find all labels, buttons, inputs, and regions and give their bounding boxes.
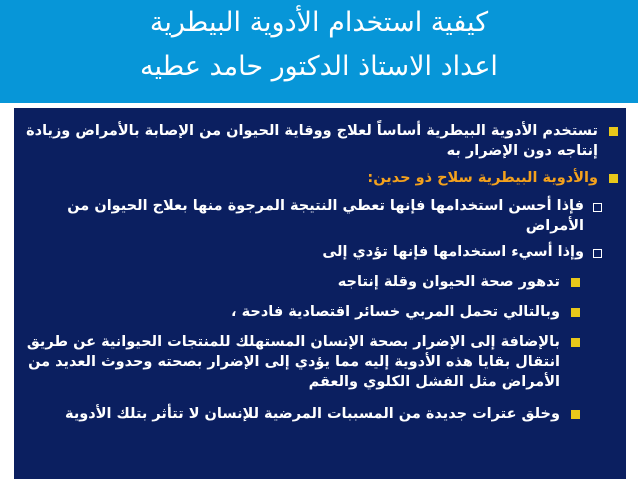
content-panel xyxy=(14,108,626,479)
consequence-1: تدهور صحة الحيوان وقلة إنتاجه xyxy=(337,274,560,290)
slide-header xyxy=(0,0,638,103)
sub-bullet-2: وإذا أسيء استخدامها فإنها تؤدي إلى xyxy=(322,244,584,260)
bullet-1-line-1: تستخدم الأدوية البيطرية أساساً لعلاج ووقاية الحيوان من الإصابة بالأمراض وزيادة xyxy=(26,123,598,139)
consequence-3-line-3: الأمراض مثل الفشل الكلوي والعقم xyxy=(308,374,560,390)
bullet-2-heading: والأدوية البيطرية سلاح ذو حدين: xyxy=(367,170,598,186)
square-bullet-icon xyxy=(609,174,618,183)
square-bullet-icon xyxy=(571,308,580,317)
square-bullet-icon xyxy=(571,338,580,347)
consequence-4: وخلق عترات جديدة من المسببات المرضية للإنسان لا تتأثر بتلك الأدوية xyxy=(65,406,560,422)
slide-title: كيفية استخدام الأدوية البيطرية xyxy=(149,7,489,38)
sub-bullet-1-line-1: فإذا أحسن استخدامها فإنها تعطي النتيجة المرجوة منها بعلاج الحيوان من xyxy=(67,198,584,214)
consequence-3-line-2: انتقال بقايا هذه الأدوية إليه مما يؤدي إلى الإضرار بصحته وحدوث العديد من xyxy=(28,354,560,370)
square-bullet-icon xyxy=(571,278,580,287)
bullet-1-line-2: إنتاجه دون الإضرار به xyxy=(446,143,598,159)
hollow-square-bullet-icon xyxy=(593,203,602,212)
slide-subtitle: اعداد الاستاذ الدكتور حامد عطيه xyxy=(140,51,498,82)
sub-bullet-1-line-2: الأمراض xyxy=(525,218,584,234)
consequence-2: وبالتالي تحمل المربي خسائر اقتصادية فادحة ، xyxy=(231,304,560,320)
square-bullet-icon xyxy=(609,127,618,136)
square-bullet-icon xyxy=(571,410,580,419)
consequence-3-line-1: بالإضافة إلى الإضرار بصحة الإنسان المستهلك للمنتجات الحيوانية عن طريق xyxy=(26,334,560,350)
hollow-square-bullet-icon xyxy=(593,249,602,258)
